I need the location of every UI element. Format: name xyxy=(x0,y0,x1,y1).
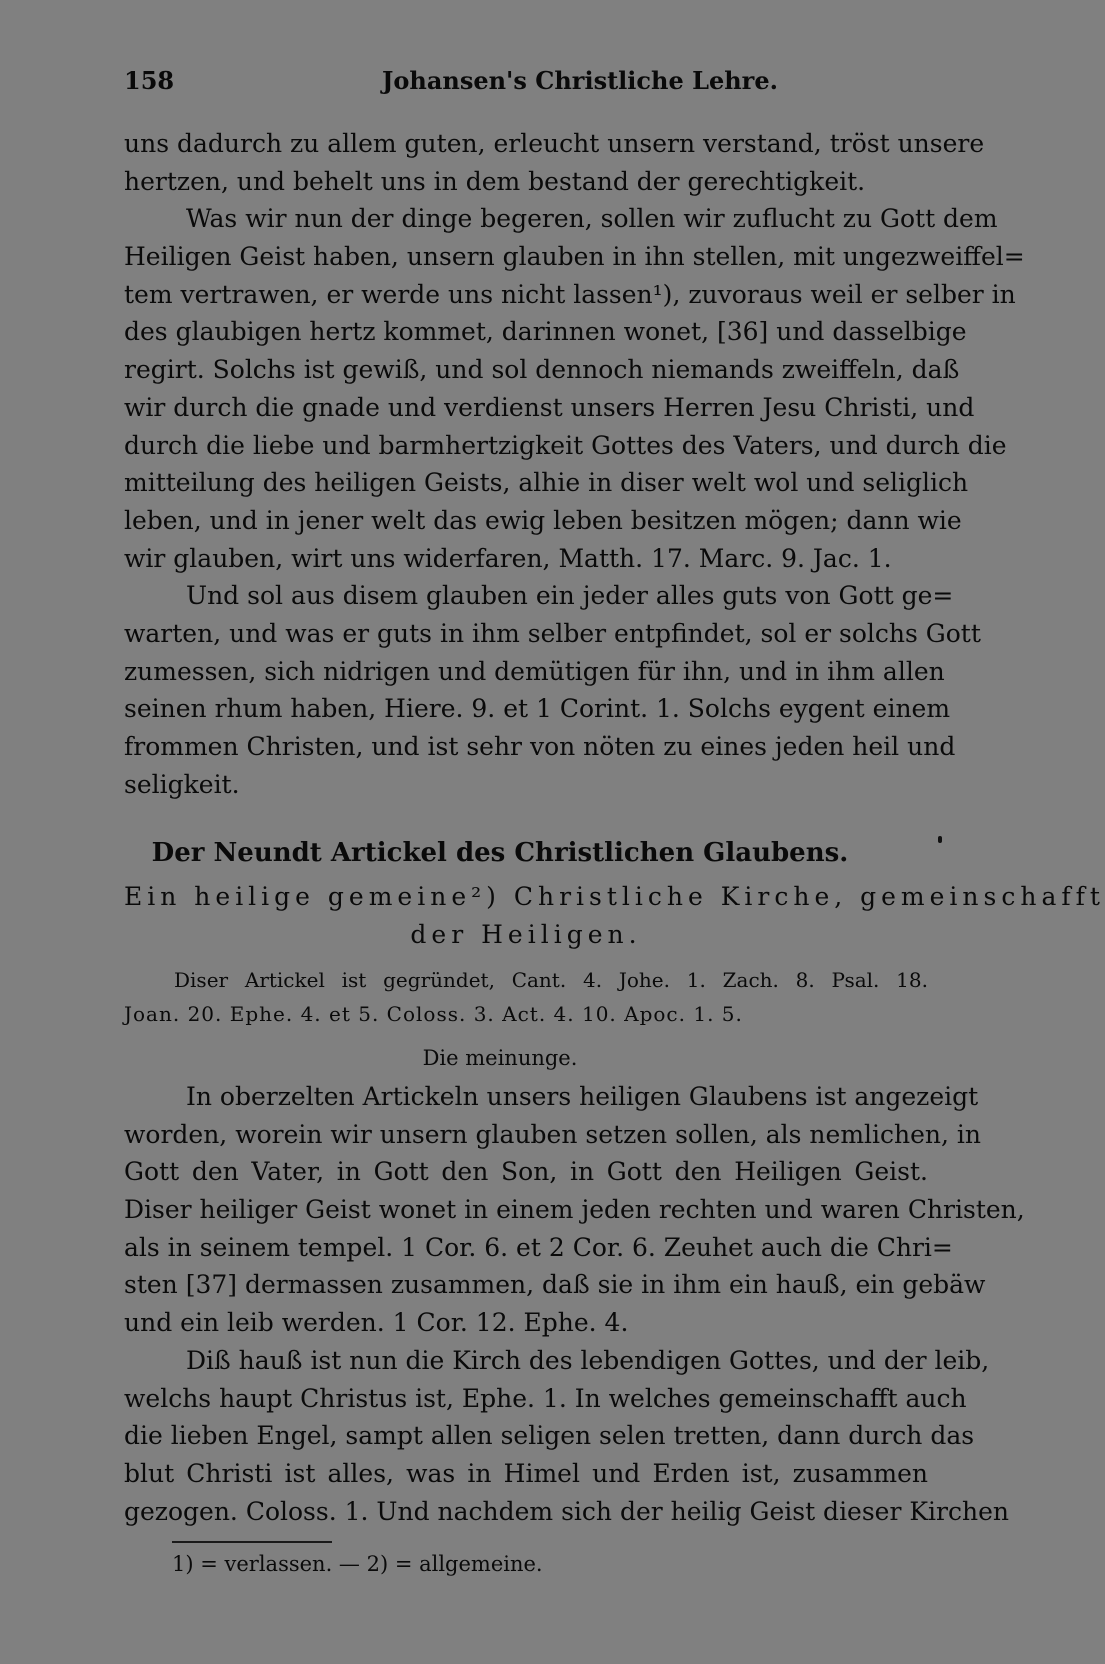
section-heading: Der Neundt Artickel des Christlichen Glaubens. xyxy=(151,838,849,868)
text-line: uns dadurch zu allem guten, erleucht unsern verstand, tröst unsere xyxy=(124,129,985,158)
text-line: Was wir nun der dinge begeren, sollen wir zuflucht zu Gott dem xyxy=(186,204,998,234)
text-line: frommen Christen, und ist sehr von nöten zu eines jeden heil und xyxy=(124,732,956,761)
section-subtitle xyxy=(124,878,1105,954)
text-line: die lieben Engel, sampt allen seligen selen tretten, dann durch das xyxy=(124,1421,975,1451)
text-line: leben, und in jener welt das ewig leben besitzen mögen; dann wie xyxy=(124,505,962,535)
ink-speck xyxy=(938,836,942,843)
text-line: sten [37] dermassen zusammen, daß sie in ihm ein hauß, ein gebäw xyxy=(124,1270,986,1300)
text-line: worden, worein wir unsern glauben setzen sollen, als nemlichen, in xyxy=(124,1119,982,1149)
reference-line: Joan. 20. Ephe. 4. et 5. Coloss. 3. Act. 4. 10. Apoc. 1. 5. xyxy=(124,1002,743,1026)
text-line: wir glauben, wirt uns widerfaren, Matth. 17. Marc. 9. Jac. 1. xyxy=(124,543,892,573)
text-line: des glaubigen hertz kommet, darinnen wonet, [36] und dasselbige xyxy=(124,317,967,347)
text-line: In oberzelten Artickeln unsers heiligen Glaubens ist angezeigt xyxy=(186,1082,979,1111)
reference-line: Diser Artickel ist gegründet, Cant. 4. Johe. 1. Zach. 8. Psal. 18. xyxy=(174,968,928,992)
text-line: gezogen. Coloss. 1. Und nachdem sich der heilig Geist dieser Kirchen xyxy=(124,1496,1009,1526)
text-line: Gott den Vater, in Gott den Son, in Gott den Heiligen Geist. xyxy=(124,1157,928,1187)
text-line: Diser heiliger Geist wonet in einem jeden rechten und waren Christen, xyxy=(124,1195,1025,1225)
text-line: mitteilung des heiligen Geists, alhie in diser welt wol und seliglich xyxy=(124,468,969,498)
running-title: Johansen's Christliche Lehre. xyxy=(382,66,778,95)
text-line: Diß hauß ist nun die Kirch des lebendigen Gottes, und der leib, xyxy=(186,1345,990,1375)
running-head xyxy=(124,66,924,106)
text-line: welchs haupt Christus ist, Ephe. 1. In welches gemeinschafft auch xyxy=(124,1383,967,1413)
footnote-rule xyxy=(172,1541,332,1543)
text-line: wir durch die gnade und verdienst unsers Herren Jesu Christi, und xyxy=(124,392,975,422)
footnote: 1) = verlassen. — 2) = allgemeine. xyxy=(172,1552,543,1576)
body-text-top xyxy=(124,125,1025,803)
text-line: als in seinem tempel. 1 Cor. 6. et 2 Cor. 6. Zeuhet auch die Chri= xyxy=(124,1232,953,1262)
text-line: warten, und was er guts in ihm selber entpfindet, sol er solchs Gott xyxy=(124,618,981,648)
text-line: seinen rhum haben, Hiere. 9. et 1 Corint. 1. Solchs eygent einem xyxy=(124,694,951,724)
body-text-bottom xyxy=(124,1078,1025,1530)
text-line: blut Christi ist alles, was in Himel und Erden ist, zusammen xyxy=(124,1458,928,1488)
text-line: durch die liebe und barmhertzigkeit Gottes des Vaters, und durch die xyxy=(124,430,1007,460)
text-line: hertzen, und behelt uns in dem bestand der gerechtigkeit. xyxy=(124,166,866,196)
text-line: Heiligen Geist haben, unsern glauben in ihn stellen, mit ungezweiffel= xyxy=(124,242,1025,272)
page-number: 158 xyxy=(124,66,175,95)
text-line: Und sol aus disem glauben ein jeder alles guts von Gott ge= xyxy=(186,581,954,611)
scripture-references xyxy=(124,963,928,1031)
subheading-meinunge: Die meinunge. xyxy=(422,1046,578,1070)
text-line: und ein leib werden. 1 Cor. 12. Ephe. 4. xyxy=(124,1308,629,1338)
text-line: tem vertrawen, er werde uns nicht lassen¹), zuvoraus weil er selber in xyxy=(124,279,1016,309)
section-subtitle-line: der Heiligen. xyxy=(410,920,642,949)
text-line: seligkeit. xyxy=(124,769,240,799)
section-subtitle-line: Ein heilige gemeine²) Christliche Kirche, gemeinschafft xyxy=(124,882,1105,911)
text-line: regirt. Solchs ist gewiß, und sol dennoch niemands zweiffeln, daß xyxy=(124,355,960,385)
text-line: zumessen, sich nidrigen und demütigen für ihn, und in ihm allen xyxy=(124,656,945,686)
